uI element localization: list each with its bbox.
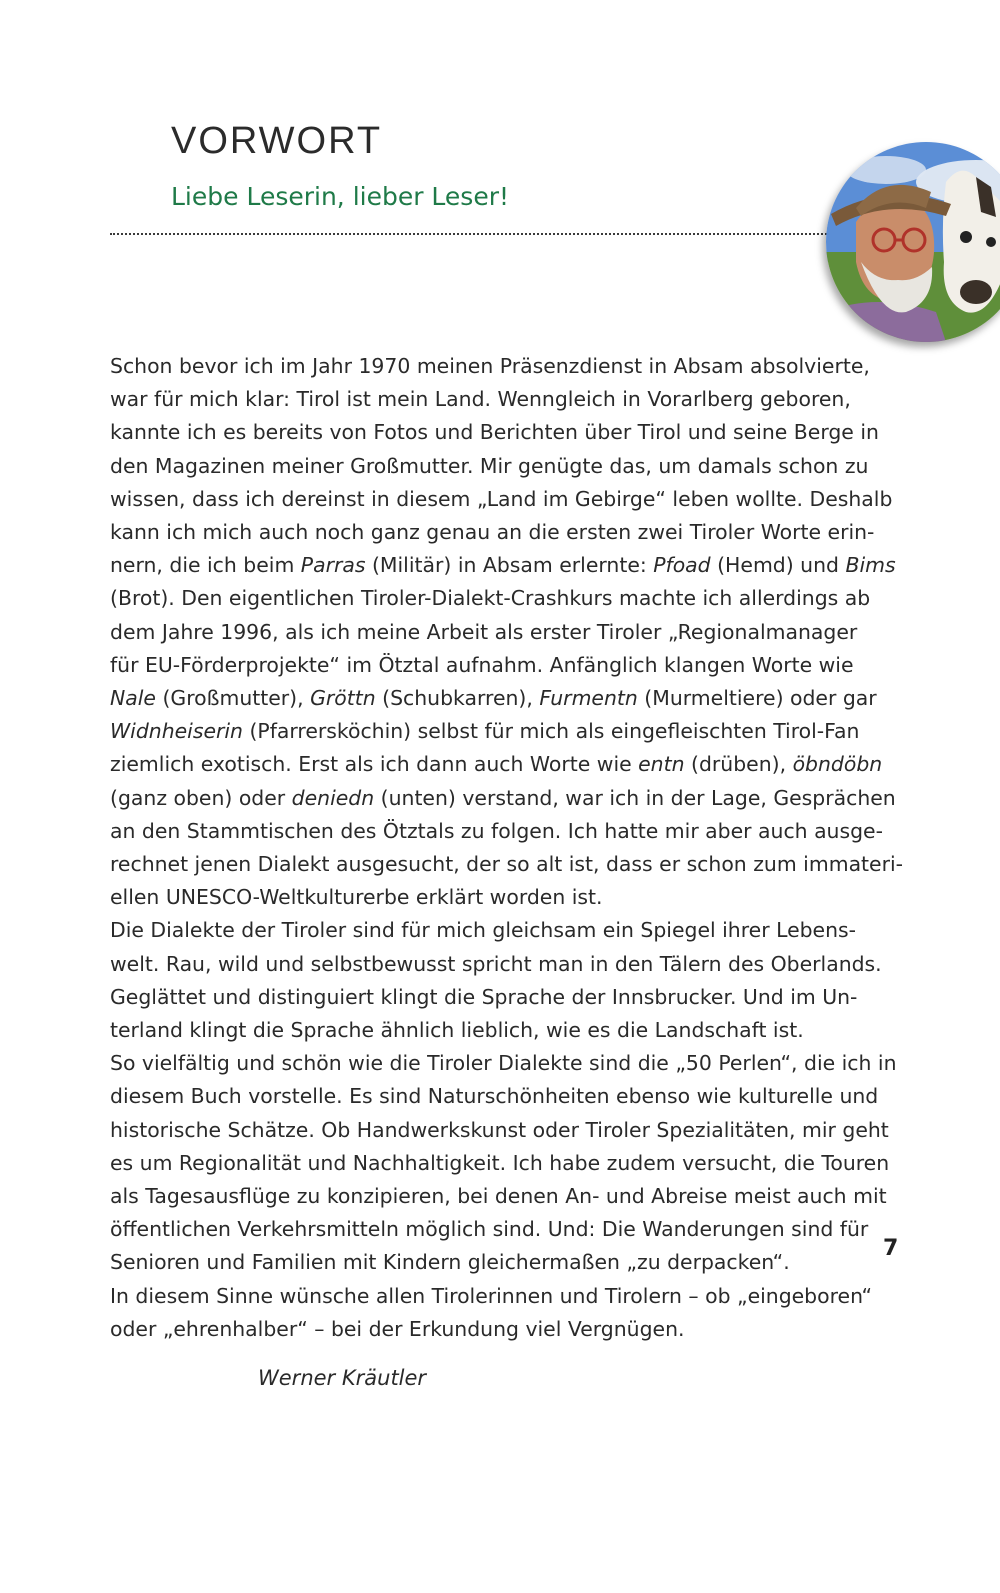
text-segment: diesem Buch vorstelle. Es sind Naturschönheiten ebenso wie kulturelle und: [110, 1084, 879, 1109]
text-segment: dem Jahre 1996, als ich meine Arbeit als erster Tiroler „Regionalmanager: [110, 619, 858, 644]
text-segment: rechnet jenen Dialekt ausgesucht, der so alt ist, dass er schon zum immateri-: [110, 852, 904, 877]
text-line: [110, 616, 858, 649]
text-segment: an den Stammtischen des Ötztals zu folgen. Ich hatte mir aber auch ausge-: [110, 818, 883, 843]
text-line: [110, 350, 870, 383]
text-segment: wissen, dass ich dereinst in diesem „Land im Gebirge“ leben wollte. Deshalb: [110, 486, 893, 511]
text-segment: terland klingt die Sprache ähnlich lieblich, wie es die Landschaft ist.: [110, 1018, 804, 1043]
text-segment: Senioren und Familien mit Kindern gleichermaßen „zu derpacken“.: [110, 1250, 790, 1275]
text-line: [110, 815, 883, 848]
text-line: [110, 1313, 850, 1346]
text-segment: Die Dialekte der Tiroler sind für mich gleichsam ein Spiegel ihrer Lebens-: [110, 918, 857, 943]
text-segment: war für mich klar: Tirol ist mein Land. Wenngleich in Vorarlberg geboren,: [110, 387, 851, 412]
text-segment: öffentlichen Verkehrsmitteln möglich sind. Und: Die Wanderungen sind für: [110, 1217, 869, 1242]
dialect-term: Pfoad: [653, 553, 711, 578]
text-segment: historische Schätze. Ob Handwerkskunst oder Tiroler Spezialitäten, mir geht: [110, 1117, 889, 1142]
text-segment: In diesem Sinne wünsche allen Tirolerinnen und Tirolern – ob „eingeboren“: [110, 1283, 873, 1308]
text-segment: (unten) verstand, war ich in der Lage, Gesprächen: [374, 785, 896, 810]
text-line: [110, 1246, 850, 1279]
text-line: [110, 881, 850, 914]
text-line: [110, 516, 875, 549]
author-portrait-icon: [826, 142, 1000, 342]
text-line: [110, 1080, 879, 1113]
text-segment: (Murmeltiere) oder gar: [637, 686, 877, 711]
text-segment: als Tagesausflüge zu konzipieren, bei denen An- und Abreise meist auch mit: [110, 1184, 887, 1209]
text-line: [110, 1047, 897, 1080]
text-line: [110, 782, 896, 815]
text-segment: (Großmutter),: [155, 686, 311, 711]
text-line: [110, 848, 904, 881]
text-segment: kann ich mich auch noch ganz genau an die ersten zwei Tiroler Worte erin-: [110, 520, 875, 545]
text-segment: (drüben),: [684, 752, 793, 777]
dialect-term: Parras: [300, 553, 366, 578]
text-segment: (ganz oben) oder: [110, 785, 292, 810]
text-line: [110, 383, 850, 416]
text-segment: Schon bevor ich im Jahr 1970 meinen Präsenzdienst in Absam absolvierte,: [110, 354, 870, 378]
text-line: [110, 549, 896, 582]
dotted-divider: [110, 233, 830, 235]
text-line: [110, 1014, 850, 1047]
text-segment: nern, die ich beim: [110, 553, 301, 578]
text-line: [110, 748, 883, 781]
text-line: [110, 1213, 869, 1246]
text-segment: So vielfältig und schön wie die Tiroler Dialekte sind die „50 Perlen“, die ich in: [110, 1051, 897, 1076]
text-line: [110, 1147, 890, 1180]
text-segment: für EU-Förderprojekte“ im Ötztal aufnahm. Anfänglich klangen Worte wie: [110, 652, 854, 677]
dialect-term: Bims: [845, 553, 896, 578]
dialect-term: Furmentn: [539, 686, 638, 711]
text-segment: kannte ich es bereits von Fotos und Berichten über Tirol und seine Berge in: [110, 420, 879, 445]
text-segment: den Magazinen meiner Großmutter. Mir genügte das, um damals schon zu: [110, 453, 869, 478]
dialect-term: entn: [638, 752, 685, 777]
text-line: [110, 1180, 887, 1213]
text-segment: Geglättet und distinguiert klingt die Sprache der Innsbrucker. Und im Un-: [110, 984, 858, 1009]
text-segment: (Schubkarren),: [375, 686, 540, 711]
text-line: [110, 948, 882, 981]
text-line: [110, 649, 854, 682]
text-line: [110, 483, 893, 516]
text-line: [110, 582, 871, 615]
text-line: [110, 914, 857, 947]
text-segment: oder „ehrenhalber“ – bei der Erkundung viel Vergnügen.: [110, 1316, 685, 1341]
text-segment: es um Regionalität und Nachhaltigkeit. Ich habe zudem versucht, die Touren: [110, 1150, 890, 1175]
text-line: [110, 450, 869, 483]
text-segment: ellen UNESCO-Weltkulturerbe erklärt worden ist.: [110, 885, 603, 910]
body-text: [110, 350, 904, 1346]
text-segment: ziemlich exotisch. Erst als ich dann auch Worte wie: [110, 752, 639, 777]
text-segment: (Hemd) und: [710, 553, 846, 578]
author-portrait-graphic: [826, 142, 1000, 342]
text-segment: welt. Rau, wild und selbstbewusst spricht man in den Tälern des Oberlands.: [110, 951, 882, 976]
author-signature: Werner Kräutler: [258, 1366, 427, 1390]
page-subtitle: Liebe Leserin, lieber Leser!: [171, 182, 510, 211]
text-segment: (Militär) in Absam erlernte:: [365, 553, 654, 578]
page-number: 7: [883, 1236, 899, 1261]
text-segment: (Pfarrersköchin) selbst für mich als eingefleischten Tirol-Fan: [242, 719, 860, 744]
dialect-term: deniedn: [291, 785, 375, 810]
text-line: [110, 1114, 889, 1147]
dialect-term: Gröttn: [310, 686, 376, 711]
text-segment: (Brot). Den eigentlichen Tiroler-Dialekt-Crashkurs machte ich allerdings ab: [110, 586, 871, 611]
text-line: [110, 1280, 873, 1313]
text-line: [110, 715, 860, 748]
dialect-term: öbndöbn: [792, 752, 883, 777]
text-line: [110, 981, 858, 1014]
text-line: [110, 682, 877, 715]
dialect-term: Nale: [110, 686, 156, 711]
text-line: [110, 416, 879, 449]
page-title: VORWORT: [171, 120, 383, 162]
dialect-term: Widnheiserin: [110, 719, 243, 744]
